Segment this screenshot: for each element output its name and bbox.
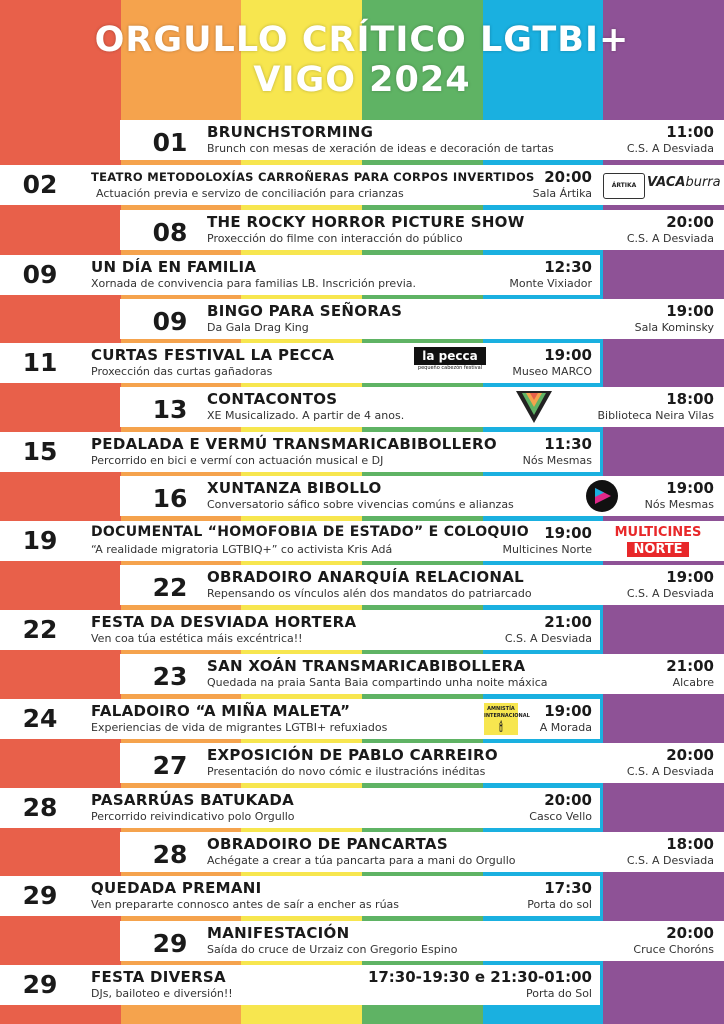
event-description: Proxección do filme con interacción do público: [207, 232, 463, 245]
event-description: “A realidade migratoria LGTBIQ+” co activista Kris Adá: [91, 543, 393, 556]
stripe-red: [0, 0, 121, 1024]
event-name: FESTA DA DESVIADA HORTERA: [91, 613, 357, 631]
event-time: 19:00: [666, 302, 714, 320]
event-description: Da Gala Drag King: [207, 321, 309, 334]
event-card: [0, 699, 600, 739]
event-day: 19: [22, 526, 58, 555]
event-place: C.S. A Desviada: [626, 142, 714, 155]
vacaburra-logo: [647, 175, 721, 190]
event-name: QUEDADA PREMANI: [91, 879, 262, 897]
event-time: 17:30: [544, 879, 592, 897]
event-name: DOCUMENTAL “HOMOFOBIA DE ESTADO” E COLOQUIO: [91, 524, 529, 540]
event-place: Nós Mesmas: [644, 498, 714, 511]
event-description: Percorrido reivindicativo polo Orgullo: [91, 810, 295, 823]
event-day: 08: [152, 218, 188, 247]
event-place: A Morada: [539, 721, 592, 734]
event-card: [0, 610, 600, 650]
event-card: [120, 832, 724, 872]
event-day: 09: [22, 260, 58, 289]
event-day: 22: [22, 615, 58, 644]
event-card: [120, 120, 724, 160]
event-card: [120, 299, 724, 339]
event-name: CONTACONTOS: [207, 390, 338, 408]
la-pecca-logo: [414, 347, 486, 377]
event-time: 18:00: [666, 835, 714, 853]
event-day: 29: [22, 881, 58, 910]
event-day: 16: [152, 484, 188, 513]
event-description: Proxección das curtas gañadoras: [91, 365, 273, 378]
event-time: 11:30: [544, 435, 592, 453]
event-time: 20:00: [666, 213, 714, 231]
multicines-norte-logo: [604, 525, 712, 557]
event-time: 20:00: [666, 746, 714, 764]
event-name: SAN XOÁN TRANSMARICABIBOLLERA: [207, 657, 526, 675]
event-card: [0, 521, 724, 561]
event-description: XE Musicalizado. A partir de 4 anos.: [207, 409, 405, 422]
event-name: OBRADOIRO DE PANCARTAS: [207, 835, 448, 853]
event-card: [0, 876, 600, 916]
event-time: 18:00: [666, 390, 714, 408]
event-card: [120, 654, 724, 694]
event-day: 01: [152, 128, 188, 157]
event-time: 19:00: [544, 346, 592, 364]
candle-icon: 🕯: [499, 720, 503, 734]
event-card: [0, 255, 600, 295]
artika-logo: ÁRTIKA: [603, 173, 645, 199]
event-card: [120, 476, 724, 516]
event-place: Casco Vello: [529, 810, 592, 823]
event-name: EXPOSICIÓN DE PABLO CARREIRO: [207, 746, 498, 764]
event-place: C.S. A Desviada: [504, 632, 592, 645]
event-card: [0, 343, 600, 383]
event-name: FALADOIRO “A MIÑA MALETA”: [91, 702, 351, 720]
event-description: Achégate a crear a túa pancarta para a mani do Orgullo: [207, 854, 516, 867]
event-time: 11:00: [666, 123, 714, 141]
event-day: 15: [22, 437, 58, 466]
event-time: 20:00: [544, 791, 592, 809]
event-place: C.S. A Desviada: [626, 232, 714, 245]
event-card: [120, 565, 724, 605]
event-description: Xornada de convivencia para familias LB. Inscrición previa.: [91, 277, 417, 290]
event-place: Biblioteca Neira Vilas: [597, 409, 714, 422]
event-place: C.S. A Desviada: [626, 587, 714, 600]
event-name: PASARRÚAS BATUKADA: [91, 791, 295, 809]
event-day: 23: [152, 662, 188, 691]
amnistia-logo-line-1: AMNISTÍA: [487, 706, 515, 712]
amnistia-internacional-logo: [484, 703, 530, 735]
event-place: Alcabre: [672, 676, 714, 689]
event-place: Porta do Sol: [525, 987, 592, 1000]
event-name: FESTA DIVERSA: [91, 968, 226, 986]
event-name: BRUNCHSTORMING: [207, 123, 374, 141]
event-time: 19:00: [544, 702, 592, 720]
event-description: Experiencias de vida de migrantes LGTBI+ refuxiados: [91, 721, 388, 734]
vacaburra-logo-part-b: burra: [685, 175, 721, 190]
event-card: [0, 788, 600, 828]
title-line-2: VIGO 2024: [253, 60, 471, 100]
event-time: 19:00: [666, 568, 714, 586]
progress-triangle-icon: [516, 391, 552, 423]
nos-mesmas-logo-icon: [586, 480, 618, 512]
event-name: THE ROCKY HORROR PICTURE SHOW: [207, 213, 525, 231]
event-place: Porta do sol: [527, 898, 592, 911]
event-card: [120, 210, 724, 250]
event-time: 12:30: [544, 258, 592, 276]
event-place: Museo MARCO: [512, 365, 592, 378]
event-day: 11: [22, 348, 58, 377]
event-description: Presentación do novo cómic e ilustracións inéditas: [207, 765, 486, 778]
event-description: Conversatorio sáfico sobre vivencias comúns e alianzas: [207, 498, 514, 511]
event-place: Sala Kominsky: [634, 321, 714, 334]
event-card: [0, 165, 724, 205]
event-time: 20:00: [544, 168, 592, 186]
event-name: CURTAS FESTIVAL LA PECCA: [91, 346, 335, 364]
event-name: UN DÍA EN FAMILIA: [91, 258, 257, 276]
event-day: 13: [152, 395, 188, 424]
event-name: BINGO PARA SEÑORAS: [207, 302, 403, 320]
event-day: 29: [152, 929, 188, 958]
event-description: Repensando os vínculos alén dos mandatos do patriarcado: [207, 587, 532, 600]
event-card: [120, 387, 724, 427]
event-day: 24: [22, 704, 58, 733]
event-time: 21:00: [666, 657, 714, 675]
event-name: XUNTANZA BIBOLLO: [207, 479, 382, 497]
event-time: 21:00: [544, 613, 592, 631]
la-pecca-logo-text: la pecca: [414, 347, 486, 365]
event-description: Percorrido en bici e vermí con actuación musical e DJ: [91, 454, 384, 467]
event-place: C.S. A Desviada: [626, 854, 714, 867]
page-title: [0, 20, 724, 100]
event-time: 20:00: [666, 924, 714, 942]
multicines-logo-line-2: NORTE: [627, 542, 688, 557]
event-description: DJs, bailoteo e diversión!!: [91, 987, 233, 1000]
event-description: Actuación previa e servizo de conciliación para crianzas: [96, 187, 404, 200]
event-place: Sala Ártika: [532, 187, 592, 200]
event-name: PEDALADA E VERMÚ TRANSMARICABIBOLLERO: [91, 435, 497, 453]
event-name: MANIFESTACIÓN: [207, 924, 350, 942]
event-day: 02: [22, 170, 58, 199]
event-day: 28: [152, 840, 188, 869]
event-card: [120, 743, 724, 783]
event-day: 27: [152, 751, 188, 780]
event-card: [0, 965, 600, 1005]
event-description: Brunch con mesas de xeración de ideas e decoración de tartas: [207, 142, 554, 155]
event-description: Quedada na praia Santa Baia compartindo unha noite máxica: [207, 676, 548, 689]
event-place: Cruce Choróns: [633, 943, 714, 956]
event-card: [0, 432, 600, 472]
event-place: Nós Mesmas: [522, 454, 592, 467]
event-description: Ven prepararte connosco antes de saír a encher as rúas: [91, 898, 400, 911]
event-place: Monte Vixiador: [509, 277, 592, 290]
event-day: 22: [152, 573, 188, 602]
event-place: C.S. A Desviada: [626, 765, 714, 778]
event-description: Saída do cruce de Urzaiz con Gregorio Espino: [207, 943, 458, 956]
la-pecca-logo-sub: pequeño cabezón festival: [417, 365, 483, 371]
event-place: Multicines Norte: [502, 543, 592, 556]
event-day: 29: [22, 970, 58, 999]
title-line-1: ORGULLO CRÍTICO LGTBI+: [94, 20, 630, 60]
vacaburra-logo-part-a: VACA: [647, 175, 686, 190]
event-description: Ven coa túa estética máis excéntrica!!: [91, 632, 303, 645]
event-time: 19:00: [544, 524, 592, 542]
event-day: 28: [22, 793, 58, 822]
event-time: 19:00: [666, 479, 714, 497]
event-card: [120, 921, 724, 961]
multicines-logo-line-1: MULTICINES: [614, 525, 702, 540]
event-name: TEATRO METODOLOXÍAS CARROÑERAS PARA CORPOS INVERTIDOS: [91, 170, 535, 184]
event-day: 09: [152, 307, 188, 336]
amnistia-logo-line-2: INTERNACIONAL: [484, 713, 530, 719]
event-name: OBRADOIRO ANARQUÍA RELACIONAL: [207, 568, 525, 586]
event-time: 17:30-19:30 e 21:30-01:00: [367, 968, 592, 986]
